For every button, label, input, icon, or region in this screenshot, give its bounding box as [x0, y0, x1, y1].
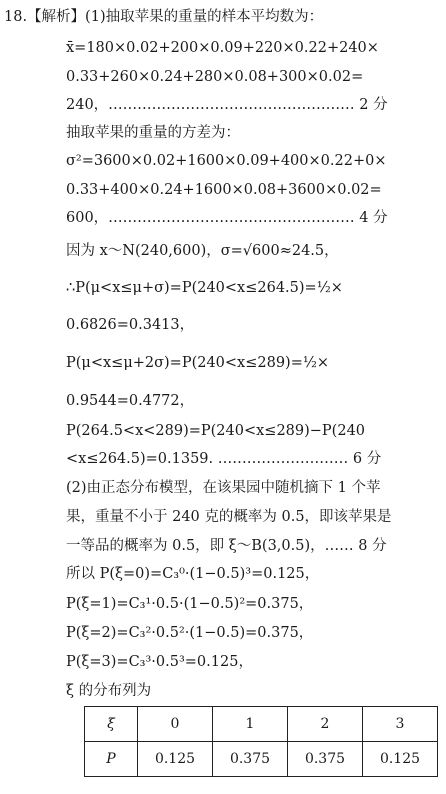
- text-line: 240，…………………………………………… 2 分: [66, 97, 388, 113]
- table-cell: 0.125: [138, 742, 213, 777]
- table-cell: 2: [288, 707, 363, 742]
- table-cell: 1: [213, 707, 288, 742]
- table-row: [85, 742, 438, 777]
- text-line: 一等品的概率为 0.5，即 ξ～B(3,0.5)，…… 8 分: [66, 538, 387, 554]
- text-line: x̄=180×0.02+200×0.09+220×0.22+240×: [66, 40, 379, 56]
- text-line: P(ξ=1)=C₃¹·0.5·(1−0.5)²=0.375，: [66, 596, 314, 612]
- table-cell: 0: [138, 707, 213, 742]
- text-line: 0.33+260×0.24+280×0.08+300×0.02=: [66, 69, 364, 85]
- text-line: 0.33+400×0.24+1600×0.08+3600×0.02=: [66, 182, 382, 198]
- text-line: 果，重量不小于 240 克的概率为 0.5，即该苹果是: [66, 509, 392, 525]
- text-line: σ²=3600×0.02+1600×0.09+400×0.22+0×: [66, 153, 387, 169]
- table-cell: 3: [363, 707, 438, 742]
- table-cell: ξ: [85, 707, 138, 742]
- text-line: <x≤264.5)=0.1359. ……………………… 6 分: [66, 451, 382, 467]
- text-line: P(μ<x≤μ+2σ)=P(240<x≤289)=½×: [66, 355, 330, 371]
- text-line: (2)由正态分布模型，在该果园中随机摘下 1 个苹: [66, 480, 381, 496]
- text-line: P(ξ=3)=C₃³·0.5³=0.125，: [66, 654, 253, 670]
- text-line: 因为 x～N(240,600)，σ=√600≈24.5，: [66, 243, 339, 259]
- text-line: 抽取苹果的重量的方差为：: [66, 125, 240, 141]
- table-cell: P: [85, 742, 138, 777]
- text-line: 600，…………………………………………… 4 分: [66, 210, 388, 226]
- table-cell: 0.375: [213, 742, 288, 777]
- text-line: P(264.5<x<289)=P(240<x≤289)−P(240: [66, 423, 366, 439]
- text-line: ξ 的分布列为: [66, 683, 152, 699]
- text-line: 0.6826=0.3413，: [66, 317, 195, 333]
- table-row: [85, 707, 438, 742]
- text-line: 所以 P(ξ=0)=C₃⁰·(1−0.5)³=0.125，: [66, 566, 320, 582]
- distribution-table: [84, 706, 438, 777]
- text-line: 18.【解析】(1)抽取苹果的重量的样本平均数为：: [4, 9, 324, 25]
- text-line: 0.9544=0.4772，: [66, 393, 195, 409]
- table-cell: 0.125: [363, 742, 438, 777]
- table-cell: 0.375: [288, 742, 363, 777]
- text-line: ∴P(μ<x≤μ+σ)=P(240<x≤264.5)=½×: [66, 280, 343, 296]
- text-line: P(ξ=2)=C₃²·0.5²·(1−0.5)=0.375，: [66, 625, 314, 641]
